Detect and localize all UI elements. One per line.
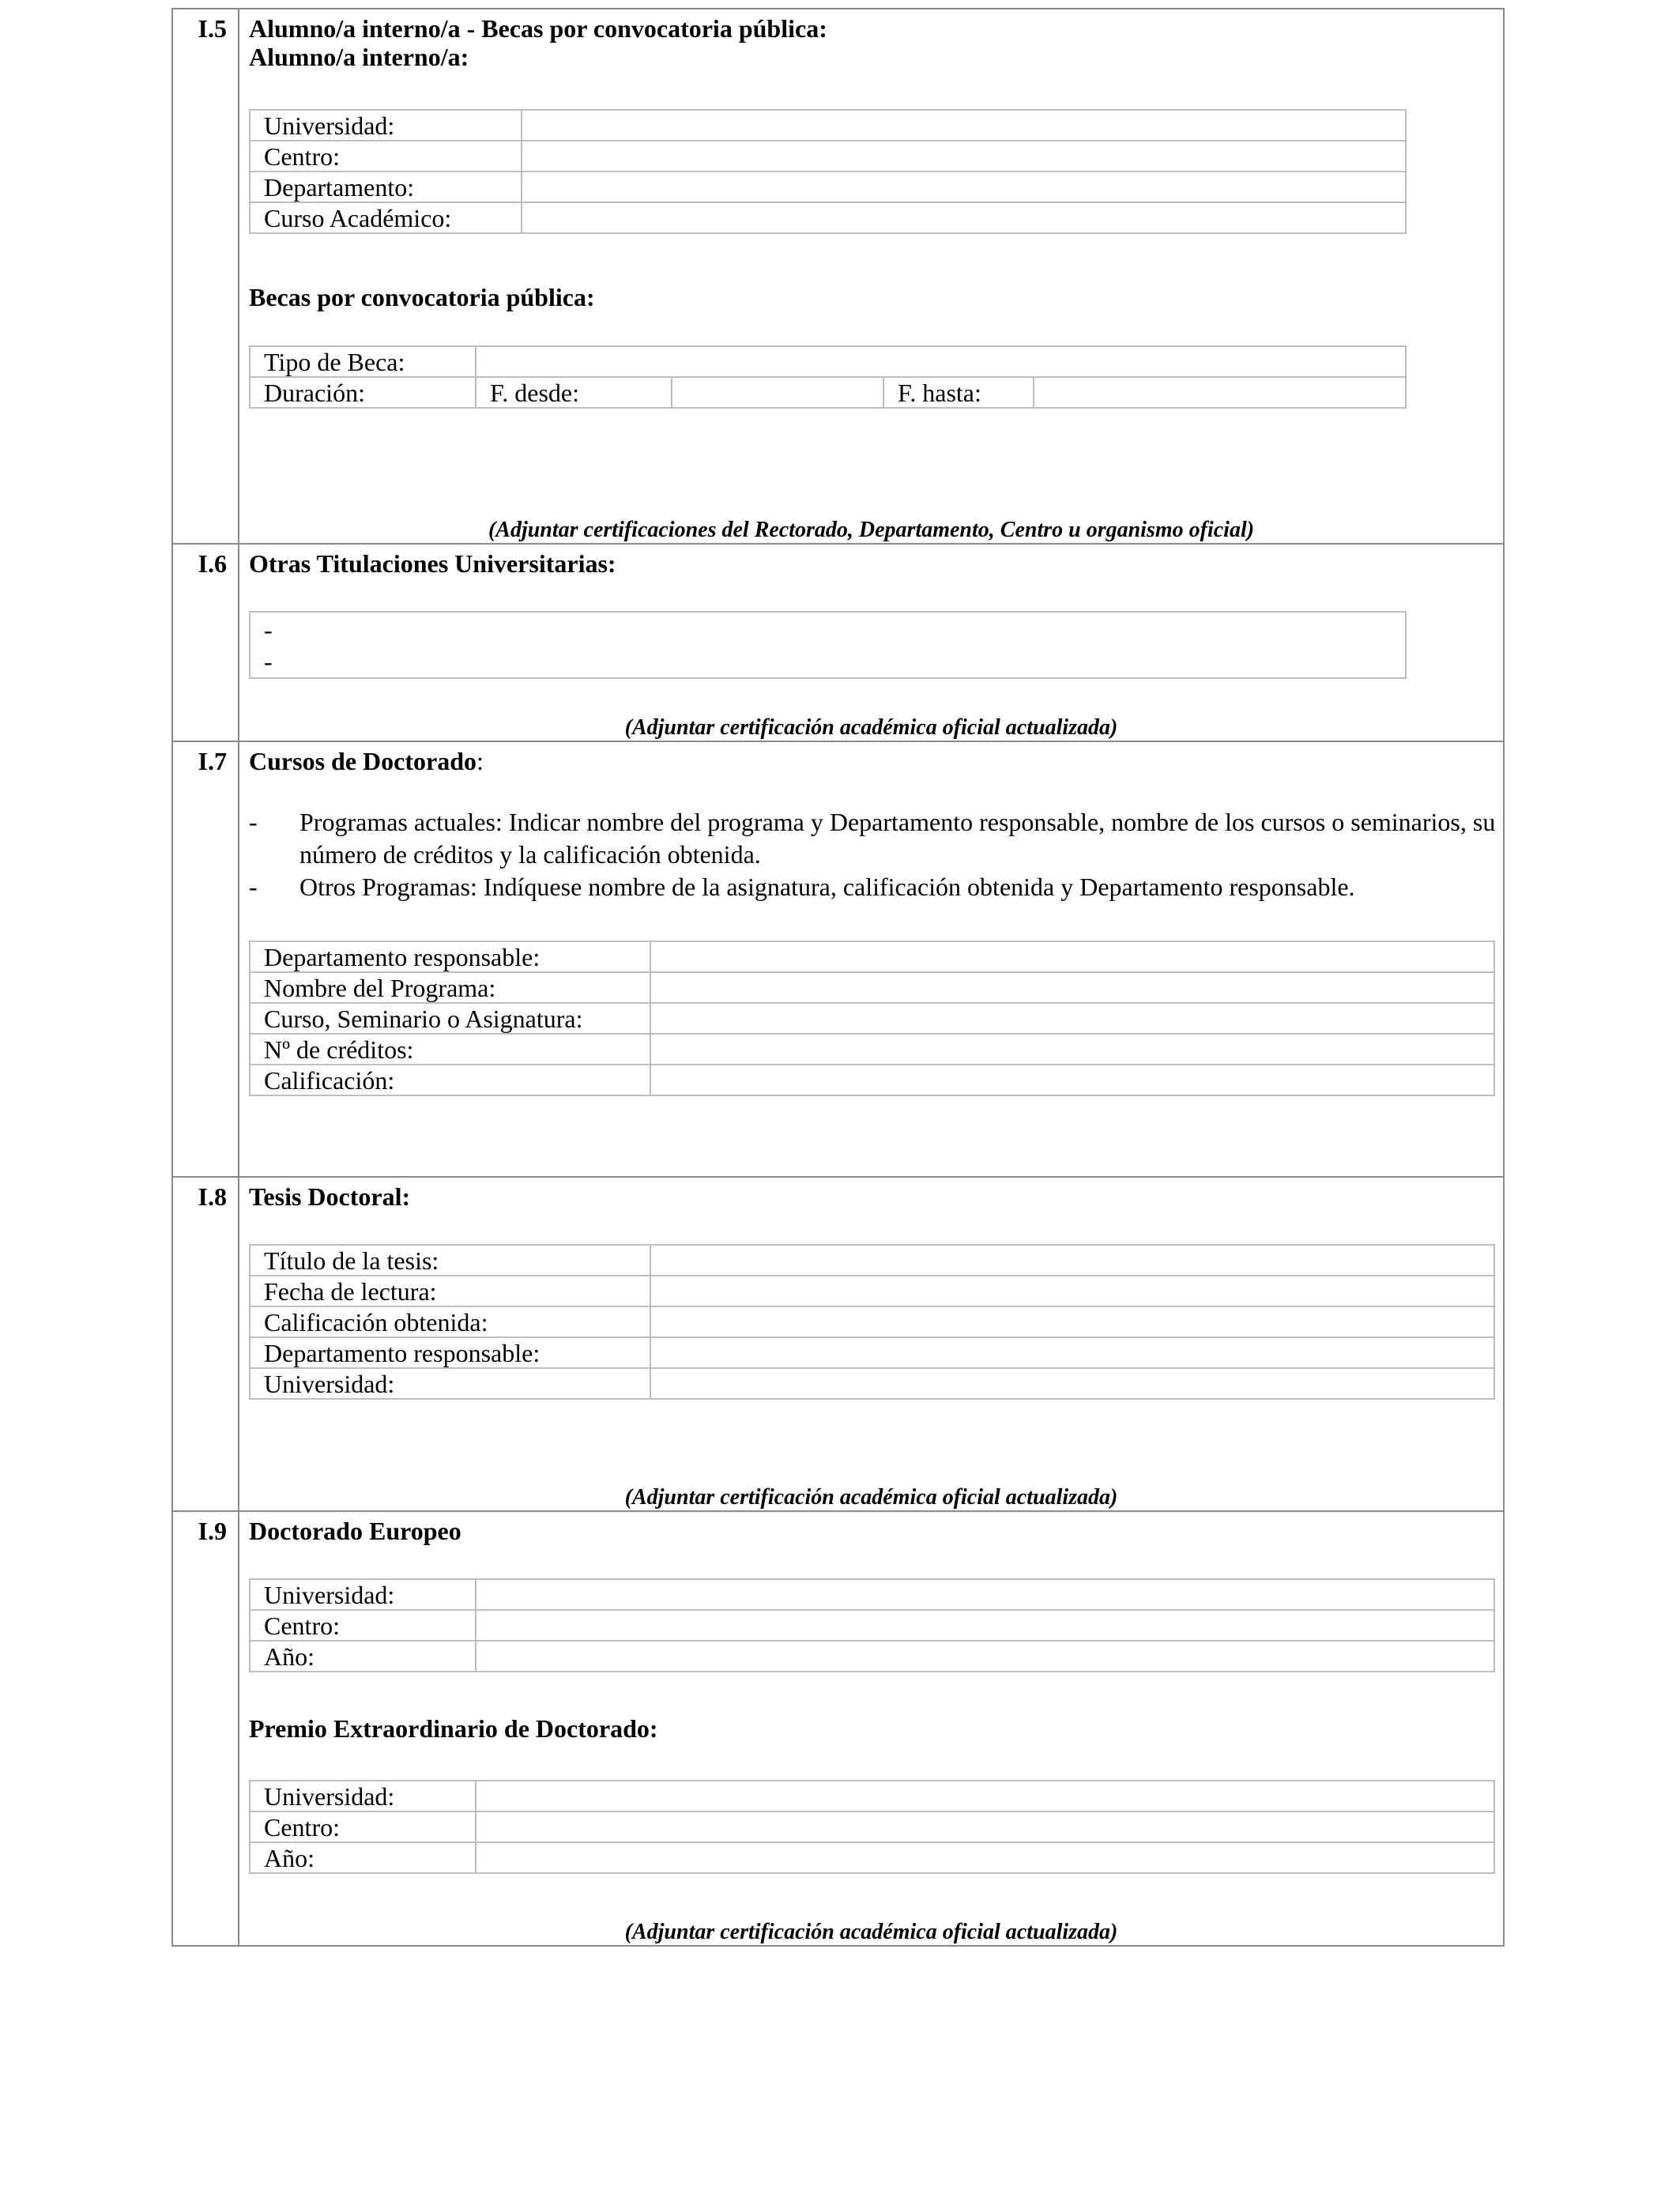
field-label: F. hasta: [883,377,1034,408]
field-value[interactable] [522,172,1406,202]
field-value[interactable] [650,1034,1494,1065]
field-label: Nombre del Programa: [250,972,650,1003]
field-label: Departamento responsable: [250,1337,650,1368]
section-content [239,1512,1503,1945]
field-label: Universidad: [250,1781,476,1811]
date-from-value[interactable] [672,377,883,408]
list-item: - Otros Programas: Indíquese nombre de la asignatura, calificación obtenida y Departamento responsable. [249,873,1355,901]
section-content [239,742,1503,1176]
list-item-text: Programas actuales: Indicar nombre del programa y Departamento responsable, nombre de los cursos o seminarios, su número de créditos y la calificación obtenida. [299,808,1496,869]
list-item: - [264,647,273,676]
titulaciones-box[interactable] [249,611,1407,679]
section-i6 [173,543,1503,741]
field-value[interactable] [476,1641,1494,1672]
field-value[interactable] [476,1579,1494,1610]
section-number: I.7 [173,742,239,1176]
field-value[interactable] [522,141,1406,172]
section-i8 [173,1176,1503,1510]
section-i5 [173,9,1503,543]
field-value[interactable] [650,1276,1494,1306]
field-label: Calificación: [250,1065,650,1095]
section-number: I.9 [173,1512,239,1945]
becas-table [249,345,1407,409]
field-label: Universidad: [250,110,522,141]
field-label: Fecha de lectura: [250,1276,650,1306]
field-label: Curso Académico: [250,202,522,233]
section-title-text: Cursos de Doctorado [249,747,477,775]
section-number: I.8 [173,1178,239,1510]
field-label: Duración: [250,377,476,408]
section-i7 [173,741,1503,1176]
field-value[interactable] [650,1245,1494,1276]
field-label: Departamento: [250,172,522,202]
field-label: F. desde: [476,377,672,408]
section-title: Doctorado Europeo [249,1517,461,1545]
field-label: Año: [250,1641,476,1672]
field-value[interactable] [650,1003,1494,1034]
field-label: Nº de créditos: [250,1034,650,1065]
field-label: Centro: [250,1610,476,1641]
field-value[interactable] [650,1065,1494,1095]
section-number: I.6 [173,545,239,741]
section-title: Tesis Doctoral: [249,1182,411,1211]
field-label: Centro: [250,141,522,172]
attachment-note: (Adjuntar certificación académica oficial actualizada) [624,1920,1118,1944]
section-content [239,545,1503,741]
field-label: Año: [250,1842,476,1873]
field-value[interactable] [476,1842,1494,1873]
field-value[interactable] [522,110,1406,141]
list-item: - [264,616,273,644]
section-title: Otras Titulaciones Universitarias: [249,549,616,578]
field-label: Universidad: [250,1579,476,1610]
attachment-note: (Adjuntar certificaciones del Rectorado, Departamento, Centro u organismo oficial) [488,518,1255,542]
premio-title: Premio Extraordinario de Doctorado: [249,1714,658,1743]
field-value[interactable] [476,1781,1494,1811]
doctorado-europeo-table [249,1578,1495,1672]
field-label: Curso, Seminario o Asignatura: [250,1003,650,1034]
premio-table [249,1780,1495,1874]
section-content [239,1178,1503,1510]
attachment-note: (Adjuntar certificación académica oficial actualizada) [624,715,1118,740]
field-label: Calificación obtenida: [250,1306,650,1337]
field-label: Universidad: [250,1368,650,1399]
field-value[interactable] [650,941,1494,972]
list-item-text: Otros Programas: Indíquese nombre de la asignatura, calificación obtenida y Departamento responsable. [299,873,1355,901]
field-label: Tipo de Beca: [250,346,476,377]
section-title: Alumno/a interno/a - Becas por convocatoria pública: [249,14,827,43]
field-value[interactable] [650,1337,1494,1368]
field-value[interactable] [476,1811,1494,1842]
field-label: Centro: [250,1811,476,1842]
field-value[interactable] [650,1306,1494,1337]
field-value[interactable] [476,346,1406,377]
field-value[interactable] [522,202,1406,233]
field-value[interactable] [650,972,1494,1003]
section-title-colon: : [476,747,484,775]
tesis-table [249,1244,1495,1400]
field-label: Departamento responsable: [250,941,650,972]
form-table [171,8,1505,1947]
section-i9 [173,1510,1503,1945]
field-value[interactable] [650,1368,1494,1399]
section-number: I.5 [173,9,239,543]
becas-title: Becas por convocatoria pública: [249,283,595,311]
field-label: Título de la tesis: [250,1245,650,1276]
section-subtitle: Alumno/a interno/a: [249,43,469,71]
section-content [239,9,1503,543]
date-to-value[interactable] [1034,377,1406,408]
attachment-note: (Adjuntar certificación académica oficial actualizada) [624,1485,1118,1510]
section-title [249,747,1503,775]
cursos-table [249,941,1495,1096]
alumno-interno-table [249,109,1407,234]
instructions-list [249,806,1513,903]
list-item: - Programas actuales: Indicar nombre del programa y Departamento responsable, nombre de los cursos o seminarios, su número de créditos y la calificación obtenida. [249,808,1496,869]
field-value[interactable] [476,1610,1494,1641]
